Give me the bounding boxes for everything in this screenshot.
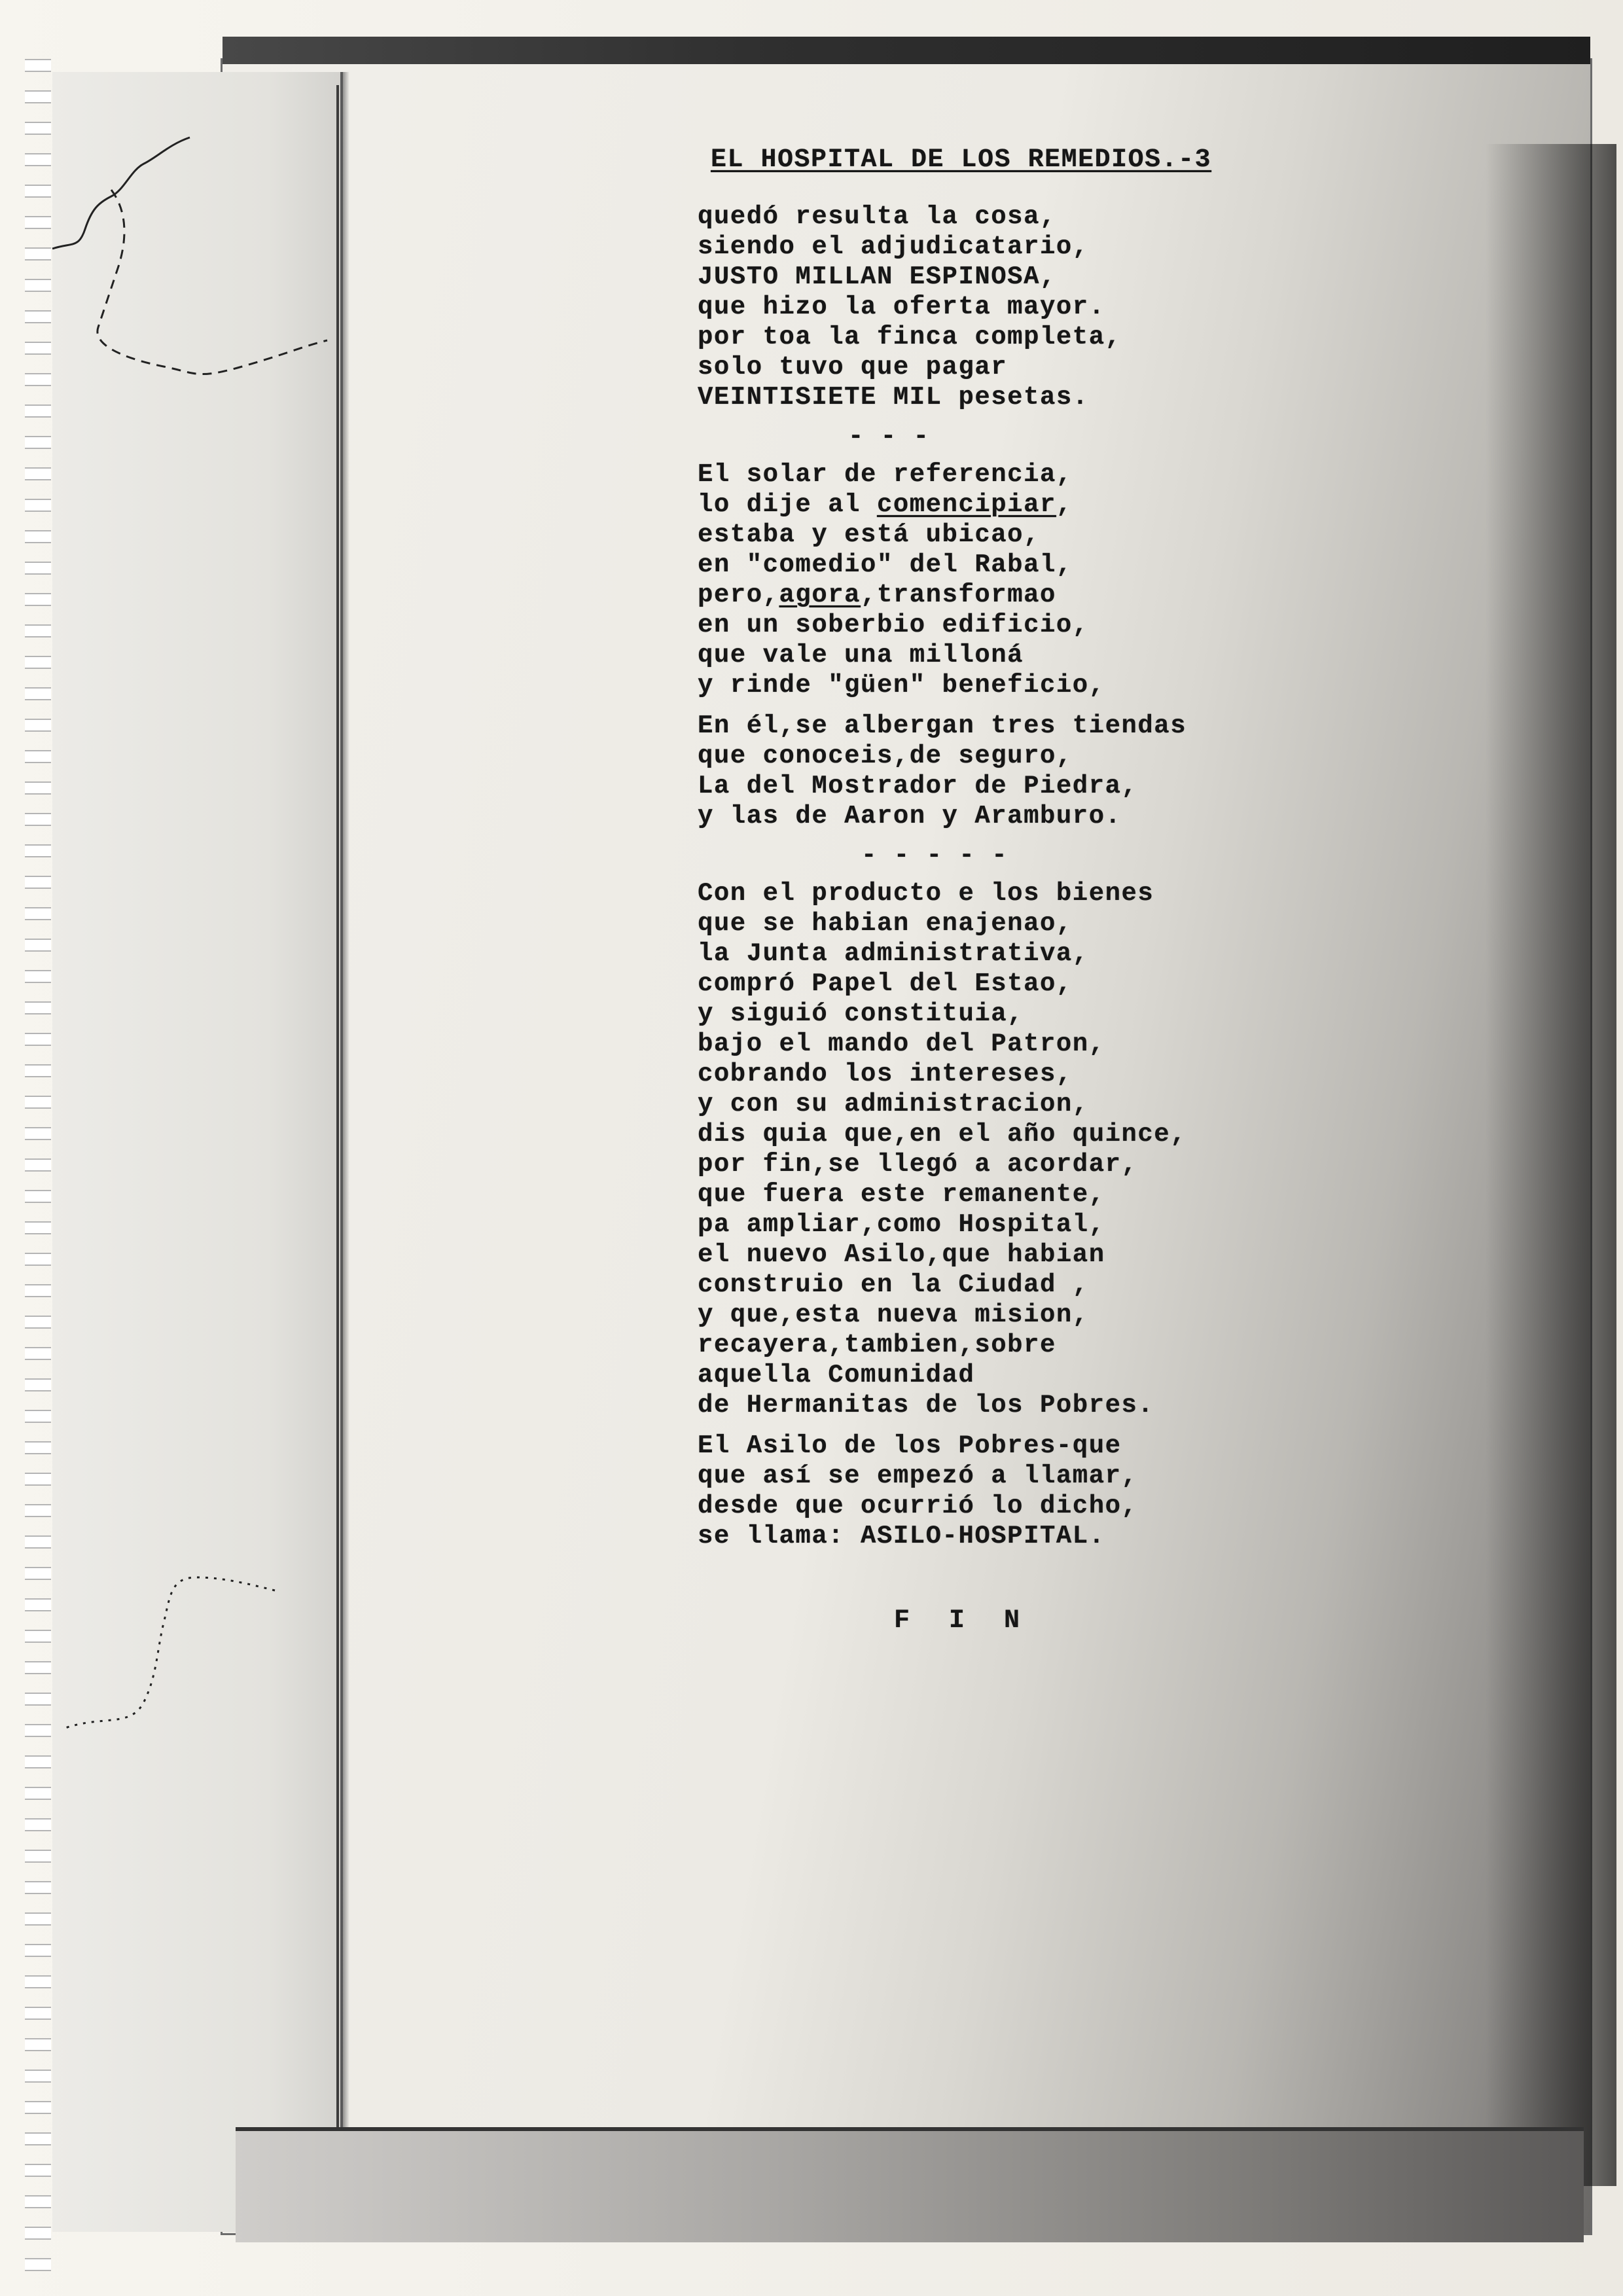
poem-line: se llama: ASILO-HOSPITAL. <box>698 1522 1105 1551</box>
stanza-3 <box>698 711 1391 831</box>
poem-line: y rinde "güen" beneficio, <box>698 671 1105 700</box>
poem-line: la Junta administrativa, <box>698 939 1089 968</box>
stanza-2 <box>698 459 1391 700</box>
poem-line: dis quia que,en el año quince, <box>698 1120 1187 1149</box>
bottom-shadow-band <box>236 2127 1584 2242</box>
poem-line: estaba y está ubicao, <box>698 520 1040 549</box>
poem-line: siendo el adjudicatario, <box>698 232 1089 261</box>
poem-line <box>698 580 1391 610</box>
poem-line: que vale una milloná <box>698 641 1024 670</box>
typewritten-poem <box>698 145 1391 1636</box>
poem-line: y las de Aaron y Aramburo. <box>698 802 1122 831</box>
poem-line: que fuera este remanente, <box>698 1180 1105 1209</box>
poem-line: pa ampliar,como Hospital, <box>698 1210 1105 1239</box>
poem-line: y con su administracion, <box>698 1090 1089 1119</box>
poem-line: VEINTISIETE MIL pesetas. <box>698 383 1089 412</box>
stanza-gap <box>698 700 1391 711</box>
poem-line: La del Mostrador de Piedra, <box>698 772 1138 800</box>
stanza-1 <box>698 202 1391 412</box>
poem-line: que así se empezó a llamar, <box>698 1462 1138 1490</box>
poem-line: compró Papel del Estao, <box>698 969 1073 998</box>
poem-line: En él,se albergan tres tiendas <box>698 711 1187 740</box>
ending-fin: F I N <box>894 1606 1032 1636</box>
poem-line: en "comedio" del Rabal, <box>698 550 1073 579</box>
poem-line: solo tuvo que pagar <box>698 353 1008 382</box>
line-text: ,transformao <box>861 581 1056 609</box>
poem-line: recayera,tambien,sobre <box>698 1331 1056 1359</box>
page-title: EL HOSPITAL DE LOS REMEDIOS.-3 <box>711 145 1212 175</box>
poem-line: cobrando los intereses, <box>698 1060 1073 1088</box>
poem-line: que conoceis,de seguro, <box>698 742 1073 770</box>
line-text: lo dije al <box>698 490 877 519</box>
poem-line: Con el producto e los bienes <box>698 879 1154 908</box>
pen-doodles <box>26 118 353 1820</box>
stanza-4 <box>698 878 1391 1420</box>
poem-line: JUSTO MILLAN ESPINOSA, <box>698 262 1056 291</box>
poem-line: y siguió constituia, <box>698 999 1024 1028</box>
poem-line: desde que ocurrió lo dicho, <box>698 1492 1138 1520</box>
right-edge-shadow <box>1486 144 1616 2186</box>
line-text: , <box>1056 490 1073 519</box>
poem-line: por toa la finca completa, <box>698 323 1122 351</box>
wavy-pen-line <box>52 137 190 249</box>
poem-line: bajo el mando del Patron, <box>698 1030 1105 1058</box>
poem-line: aquella Comunidad <box>698 1361 975 1390</box>
stanza-gap <box>698 1420 1391 1431</box>
poem-line: por fin,se llegó a acordar, <box>698 1150 1138 1179</box>
poem-line: construio en la Ciudad , <box>698 1270 1089 1299</box>
underlined-word: agora <box>779 581 861 609</box>
section-separator: - - - - - <box>861 841 1008 870</box>
dashed-pen-line <box>98 190 327 374</box>
poem-line: y que,esta nueva mision, <box>698 1300 1089 1329</box>
stanza-5 <box>698 1431 1391 1551</box>
poem-line <box>698 490 1391 520</box>
poem-line: que hizo la oferta mayor. <box>698 293 1105 321</box>
poem-line: El Asilo de los Pobres-que <box>698 1431 1122 1460</box>
poem-line: el nuevo Asilo,que habian <box>698 1240 1105 1269</box>
poem-line: que se habian enajenao, <box>698 909 1073 938</box>
section-separator: - - - <box>848 422 930 451</box>
underlined-word: comencipiar <box>876 490 1056 519</box>
poem-line: en un soberbio edificio, <box>698 611 1089 639</box>
cross-stitch-line <box>65 1577 275 1728</box>
poem-line: El solar de referencia, <box>698 460 1073 489</box>
line-text: pero, <box>698 581 779 609</box>
poem-line: quedó resulta la cosa, <box>698 202 1056 231</box>
poem-line: de Hermanitas de los Pobres. <box>698 1391 1154 1420</box>
